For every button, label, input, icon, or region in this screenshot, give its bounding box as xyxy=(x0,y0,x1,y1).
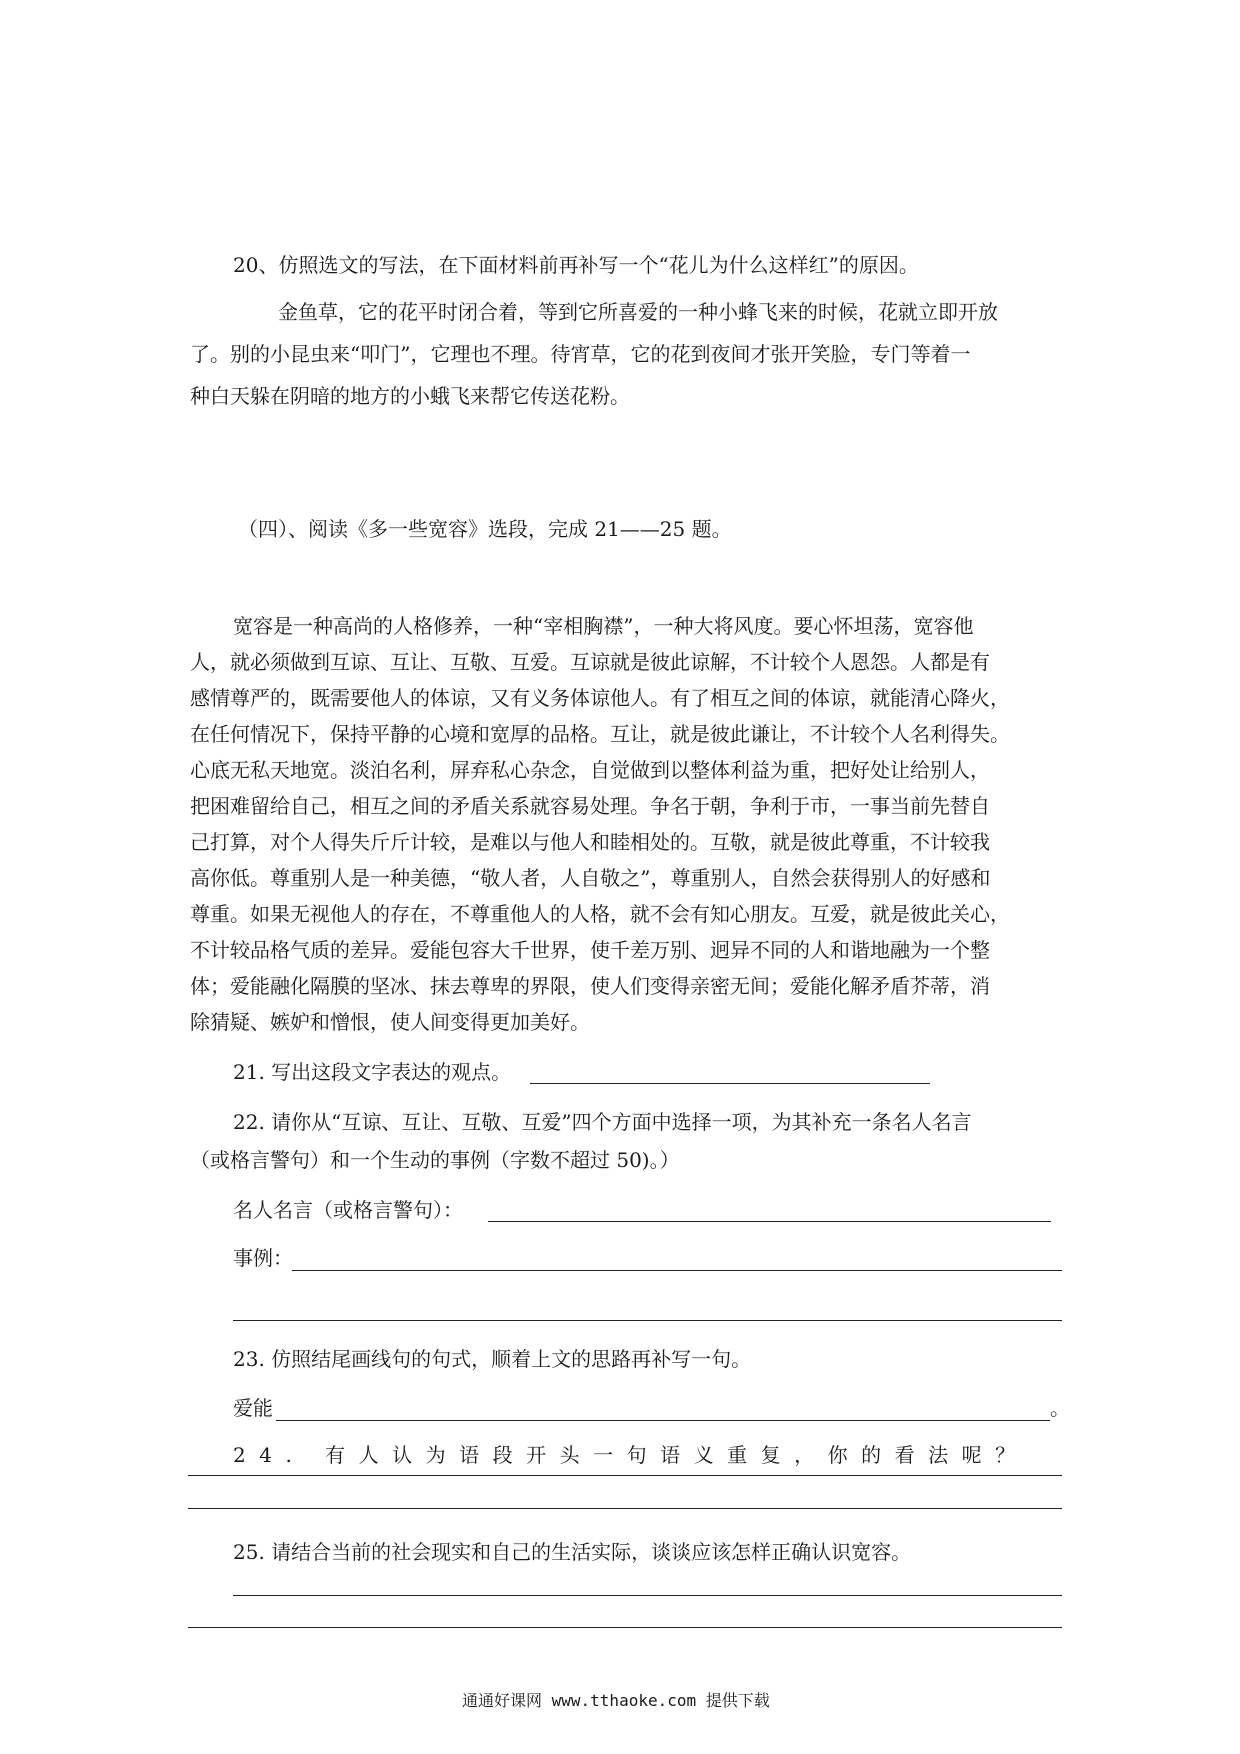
passage-line: 不计较品格气质的差异。爱能包容大千世界，使千差万别、迥异不同的人和谐地融为一个整 xyxy=(190,938,990,962)
q22-prompt-line-1: 22. 请你从“互谅、互让、互敬、互爱”四个方面中选择一项，为其补充一条名人名言 xyxy=(233,1110,972,1134)
page-footer: 通通好课网 www.tthaoke.com 提供下载 xyxy=(462,1691,770,1710)
q23-prompt: 23. 仿照结尾画线句的句式，顺着上文的思路再补写一句。 xyxy=(233,1347,752,1371)
q20-material-line-2: 了。别的小昆虫来“叩门”，它理也不理。待宵草，它的花到夜间才张开笑脸，专门等着一 xyxy=(190,342,971,366)
passage-line: 尊重。如果无视他人的存在，不尊重他人的人格，就不会有知心朋友。互爱，就是彼此关心， xyxy=(190,902,1010,926)
passage-line: 把困难留给自己，相互之间的矛盾关系就容易处理。争名于朝，争利于市，一事当前先替自 xyxy=(190,794,990,818)
q23-answer-line[interactable] xyxy=(276,1420,1050,1421)
passage-line: 在任何情况下，保持平静的心境和宽厚的品格。互让，就是彼此谦让，不计较个人名利得失。 xyxy=(190,722,1010,746)
passage-line: 人，就必须做到互谅、互让、互敬、互爱。互谅就是彼此谅解，不计较个人恩怨。人都是有 xyxy=(190,650,990,674)
passage-line: 己打算，对个人得失斤斤计较，是难以与他人和睦相处的。互敬，就是彼此尊重，不计较我 xyxy=(190,830,990,854)
q25-answer-line-1[interactable] xyxy=(233,1595,1062,1596)
passage-line: 除猜疑、嫉妒和憎恨，使人间变得更加美好。 xyxy=(190,1010,590,1034)
q25-answer-line-2[interactable] xyxy=(188,1627,1062,1628)
q22-quote-answer-line[interactable] xyxy=(488,1221,1051,1222)
q20-material-line-3: 种白天躲在阴暗的地方的小蛾飞来帮它传送花粉。 xyxy=(190,384,630,408)
q20-prompt: 20、仿照选文的写法，在下面材料前再补写一个“花儿为什么这样红”的原因。 xyxy=(233,253,919,277)
q20-material-line-1: 金鱼草，它的花平时闭合着，等到它所喜爱的一种小蜂飞来的时候，花就立即开放 xyxy=(278,300,998,324)
passage-line: 体；爱能融化隔膜的坚冰、抹去尊卑的界限，使人们变得亲密无间；爱能化解矛盾芥蒂，消 xyxy=(190,974,990,998)
passage-line: 高你低。尊重别人是一种美德，“敬人者，人自敬之”，尊重别人，自然会获得别人的好感和 xyxy=(190,866,991,890)
q22-prompt-line-2: （或格言警句）和一个生动的事例（字数不超过 50)。） xyxy=(190,1148,680,1172)
q23-answer-suffix: 。 xyxy=(1050,1396,1070,1420)
passage-line: 宽容是一种高尚的人格修养，一种“宰相胸襟”，一种大将风度。要心怀坦荡，宽容他 xyxy=(233,614,974,638)
q24-answer-line-1[interactable] xyxy=(188,1475,1062,1476)
q24-prompt: 24. 有人认为语段开头一句语义重复，你的看法呢？ xyxy=(233,1443,1029,1467)
q22-example-label: 事例： xyxy=(233,1246,293,1270)
passage-line: 感情尊严的，既需要他人的体谅，又有义务体谅他人。有了相互之间的体谅，就能清心降火， xyxy=(190,686,1010,710)
passage-line: 心底无私天地宽。淡泊名利，屏弃私心杂念，自觉做到以整体利益为重，把好处让给别人， xyxy=(190,758,990,782)
q22-example-answer-line-2[interactable] xyxy=(233,1320,1062,1321)
q22-example-answer-line-1[interactable] xyxy=(292,1270,1062,1271)
q24-answer-line-2[interactable] xyxy=(188,1508,1062,1509)
q22-quote-label: 名人名言（或格言警句）： xyxy=(233,1198,463,1222)
section-4-heading: （四）、阅读《多一些宽容》选段，完成 21——25 题。 xyxy=(238,517,732,541)
q21-answer-line[interactable] xyxy=(530,1083,930,1084)
q21-prompt: 21. 写出这段文字表达的观点。 xyxy=(233,1060,512,1084)
q25-prompt: 25. 请结合当前的社会现实和自己的生活实际，谈谈应该怎样正确认识宽容。 xyxy=(233,1540,912,1564)
q23-answer-prefix: 爱能 xyxy=(233,1396,273,1420)
